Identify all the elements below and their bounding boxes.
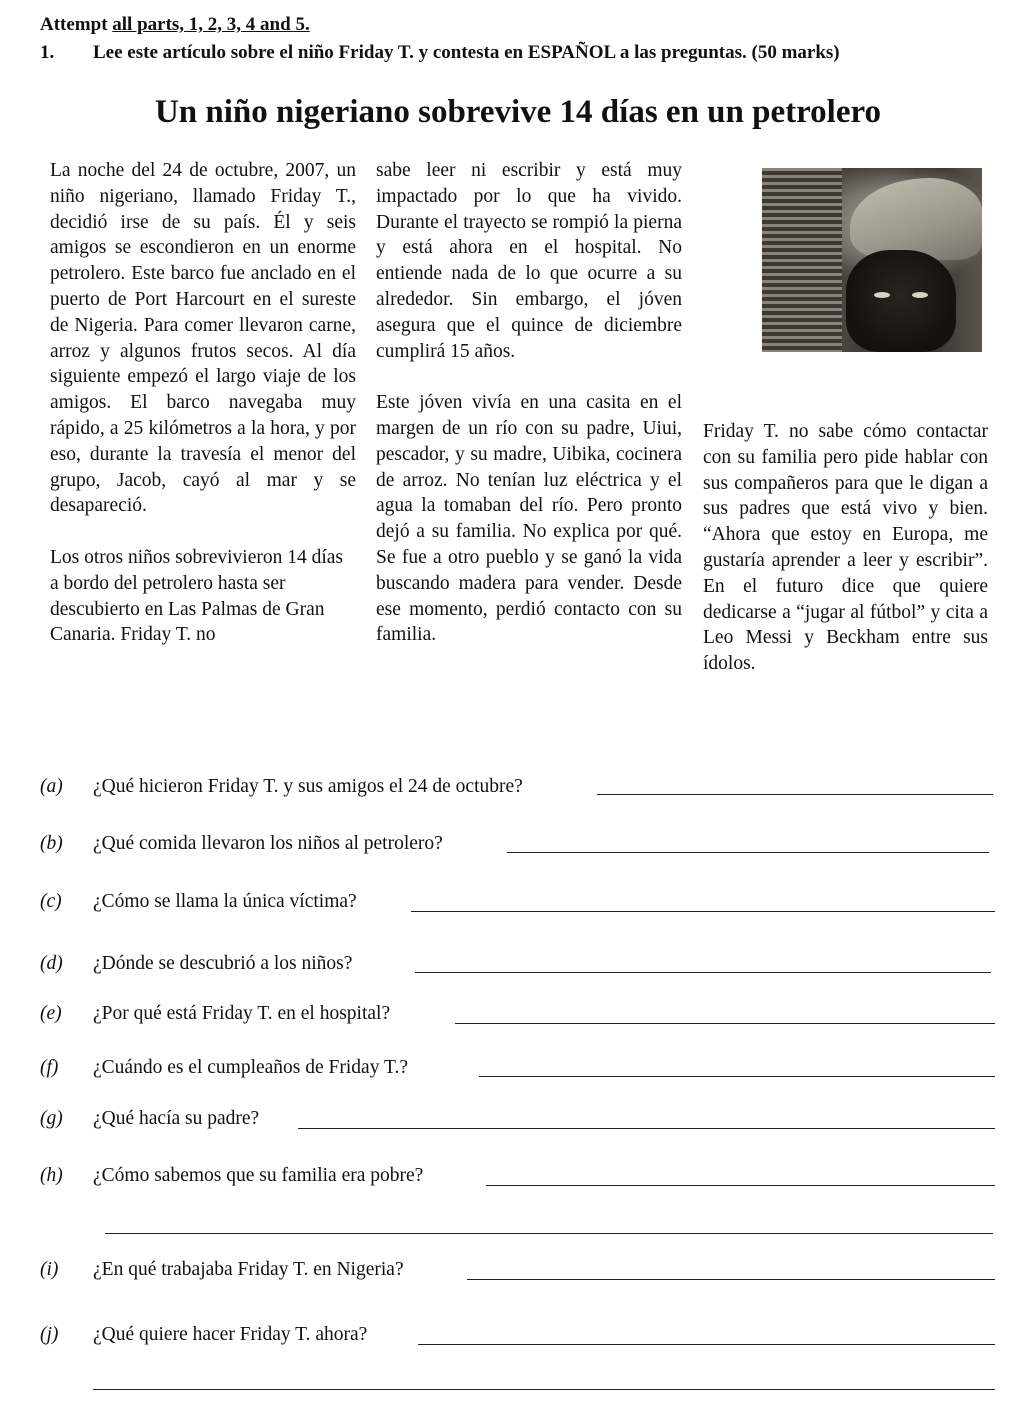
window-blinds (762, 168, 842, 352)
answer-line-h[interactable] (486, 1185, 995, 1186)
article-paragraph: sabe leer ni escribir y está muy impactado por lo que ha vivido. Durante el trayecto se rompió la pierna y está ahora en el hospital. No entiende nada de lo que ocurre a su alrededor. Sin embargo, el jóven asegura que el quince de diciembre cumplirá 15 años. (376, 160, 682, 362)
question-text: ¿Qué hacía su padre? (93, 1108, 260, 1129)
answer-line-f[interactable] (479, 1076, 995, 1077)
answer-line-e[interactable] (455, 1023, 995, 1024)
question-text: ¿Qué comida llevaron los niños al petrolero? (93, 833, 443, 854)
eye (912, 292, 928, 298)
answer-line-i[interactable] (467, 1279, 995, 1280)
answer-line-j-2[interactable] (93, 1389, 995, 1390)
answer-line-g[interactable] (298, 1128, 995, 1129)
question-number: 1. (40, 42, 55, 63)
question-text: ¿Por qué está Friday T. en el hospital? (93, 1003, 391, 1024)
question-label: (g) (40, 1108, 63, 1129)
attempt-prefix: Attempt (40, 14, 113, 35)
question-text: ¿Cuándo es el cumpleaños de Friday T.? (93, 1057, 408, 1078)
question-text: ¿Cómo se llama la única víctima? (93, 891, 357, 912)
question-label: (a) (40, 776, 63, 797)
answer-line-c[interactable] (411, 911, 995, 912)
instruction-text: Lee este artículo sobre el niño Friday T. y contesta en ESPAÑOL a las preguntas. (50 marks) (93, 42, 840, 63)
face (846, 250, 956, 352)
question-label: (d) (40, 953, 63, 974)
answer-line-h-2[interactable] (105, 1233, 993, 1234)
eye (874, 292, 890, 298)
answer-line-j[interactable] (418, 1344, 995, 1345)
question-label: (c) (40, 891, 62, 912)
answer-line-b[interactable] (507, 852, 989, 853)
question-text: ¿Dónde se descubrió a los niños? (93, 953, 353, 974)
question-text: ¿Qué quiere hacer Friday T. ahora? (93, 1324, 368, 1345)
question-label: (b) (40, 833, 63, 854)
attempt-parts: all parts, 1, 2, 3, 4 and 5. (112, 14, 310, 35)
attempt-instruction (40, 14, 310, 36)
cap (850, 178, 982, 260)
question-text: ¿Qué hicieron Friday T. y sus amigos el 24 de octubre? (93, 776, 523, 797)
question-label: (f) (40, 1057, 59, 1078)
article-paragraph: Este jóven vivía en una casita en el margen de un río con su padre, Uiui, pescador, y su madre, Uibika, cocinera de arroz. No tenían luz eléctrica y el agua la tomaban del río. Pero pronto dejó a su familia. No explica por qué. Se fue a otro pueblo y se ganó la vida buscando madera para vender. Desde ese momento, perdió contacto con su familia. (376, 392, 682, 646)
question-label: (j) (40, 1324, 59, 1345)
article-paragraph: La noche del 24 de octubre, 2007, un niño nigeriano, llamado Friday T., decidió irse de su país. Él y seis amigos se escondieron en un enorme petrolero. Este barco fue anclado en el puerto de Port Harcourt en el sureste de Nigeria. Para comer llevaron carne, arroz y algunos frutos secos. Al día siguiente empezó el largo viaje de los amigos. El barco navegaba muy rápido, a 25 kilómetros a la hora, y por eso, durante la travesía el menor del grupo, Jacob, cayó al mar y se desapareció. (50, 160, 356, 517)
question-label: (i) (40, 1259, 59, 1280)
boy-photo (762, 168, 982, 352)
article-column-3 (703, 419, 988, 677)
answer-line-a[interactable] (597, 794, 993, 795)
question-text: ¿Cómo sabemos que su familia era pobre? (93, 1165, 424, 1186)
article-paragraph: Los otros niños sobrevivieron 14 días a bordo del petrolero hasta ser descubierto en Las Palmas de Gran Canaria. Friday T. no (50, 546, 344, 646)
article-paragraph: Friday T. no sabe cómo contactar con su familia pero pide hablar con sus compañeros para que le digan a sus padres que está vivo y bien. “Ahora que estoy en Europa, me gustaría aprender a leer y escribir”. En el futuro dice que quiere dedicarse a “jugar al fútbol” y cita a Leo Messi y Beckham entre sus ídolos. (703, 421, 988, 675)
question-label: (h) (40, 1165, 63, 1186)
question-label: (e) (40, 1003, 62, 1024)
article-column-2 (376, 158, 682, 648)
question-text: ¿En qué trabajaba Friday T. en Nigeria? (93, 1259, 404, 1280)
article-title: Un niño nigeriano sobrevive 14 días en un petrolero (154, 94, 882, 130)
article-column-1 (50, 158, 356, 648)
answer-line-d[interactable] (415, 972, 991, 973)
